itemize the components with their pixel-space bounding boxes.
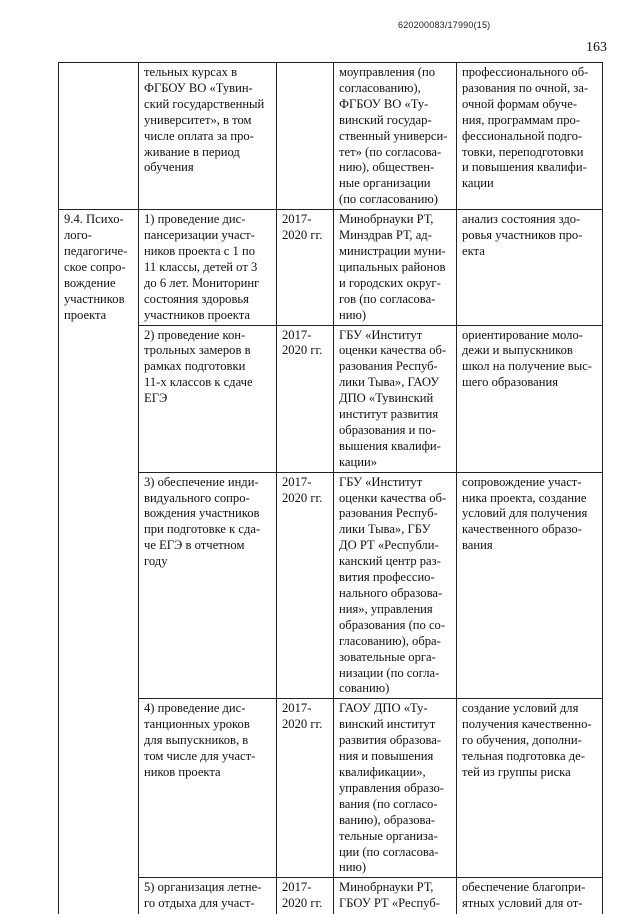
- cell-section-empty: [59, 63, 139, 210]
- cell-result: анализ состояния здо- ровья участников про- екта: [457, 210, 603, 325]
- cell-responsible: ГАОУ ДПО «Ту- винский институт развития образова- ния и повышения квалификации», управления образо- вания (по согласо- ванию), образова- тельные организа- ции (по согласова- нию): [334, 699, 457, 878]
- cell-responsible: ГБУ «Институт оценки качества об- разования Респуб- лики Тыва», ГБУ ДО РТ «Республи- канский центр раз- вития профессио- нального образова- ния», управления образования (по со- гласованию), обра- зовательные орга- низации (по согла- сованию): [334, 472, 457, 699]
- cell-period: 2017- 2020 гг.: [277, 699, 334, 878]
- cell-responsible: моуправления (по согласованию), ФГБОУ ВО «Ту- винский государ- ственный универси- тет» (по согласова- нию), обществен- ные организации (по согласованию): [334, 63, 457, 210]
- cell-responsible: Минобрнауки РТ, Минздрав РТ, ад- министрации муни- ципальных районов и городских округ- гов (по согласова- нию): [334, 210, 457, 325]
- cell-period: [277, 63, 334, 210]
- table-row: [59, 878, 603, 914]
- cell-measure: 5) организация летне- го отдыха для участ-: [139, 878, 277, 914]
- cell-section-title: 9.4. Психо- лого- педагогиче- ское сопро- вождение участников проекта: [59, 210, 139, 914]
- cell-responsible: Минобрнауки РТ, ГБОУ РТ «Респуб-: [334, 878, 457, 914]
- cell-period: 2017- 2020 гг.: [277, 325, 334, 472]
- cell-period: 2017- 2020 гг.: [277, 878, 334, 914]
- cell-result: ориентирование моло- дежи и выпускников школ на получение выс- шего образования: [457, 325, 603, 472]
- cell-measure: тельных курсах в ФГБОУ ВО «Тувин- ский государственный университет», в том числе оплата за про- живание в период обучения: [139, 63, 277, 210]
- table-row-continued: [59, 63, 603, 210]
- cell-measure: 2) проведение кон- трольных замеров в рамках подготовки 11-х классов к сдаче ЕГЭ: [139, 325, 277, 472]
- table-row: [59, 699, 603, 878]
- cell-measure: 3) обеспечение инди- видуального сопро- вождения участников при подготовке к сда- че ЕГЭ в отчетном году: [139, 472, 277, 699]
- cell-result: сопровождение участ- ника проекта, создание условий для получения качественного образо- вания: [457, 472, 603, 699]
- cell-result: обеспечение благопри- ятных условий для от-: [457, 878, 603, 914]
- document-code: 620200083/17990(15): [398, 20, 491, 30]
- table-row: [59, 472, 603, 699]
- cell-measure: 1) проведение дис- пансеризации участ- ников проекта с 1 по 11 классы, детей от 3 до 6 лет. Мониторинг состояния здоровья участников проекта: [139, 210, 277, 325]
- cell-result: профессионального об- разования по очной, за- очной формам обуче- ния, программам про- фессиональной подго- товки, переподготовки и повышения квалифи- кации: [457, 63, 603, 210]
- cell-measure: 4) проведение дис- танционных уроков для выпускников, в том числе для участ- ников проекта: [139, 699, 277, 878]
- cell-period: 2017- 2020 гг.: [277, 210, 334, 325]
- page-number: 163: [586, 40, 607, 55]
- cell-period: 2017- 2020 гг.: [277, 472, 334, 699]
- cell-responsible: ГБУ «Институт оценки качества об- разования Респуб- лики Тыва», ГАОУ ДПО «Тувинский институт развития образования и по- вышения квалифи- кации»: [334, 325, 457, 472]
- table-row: [59, 210, 603, 325]
- measures-table: [58, 62, 603, 914]
- table-row: [59, 325, 603, 472]
- cell-result: создание условий для получения качественно- го обучения, дополни- тельная подготовка де- тей из группы риска: [457, 699, 603, 878]
